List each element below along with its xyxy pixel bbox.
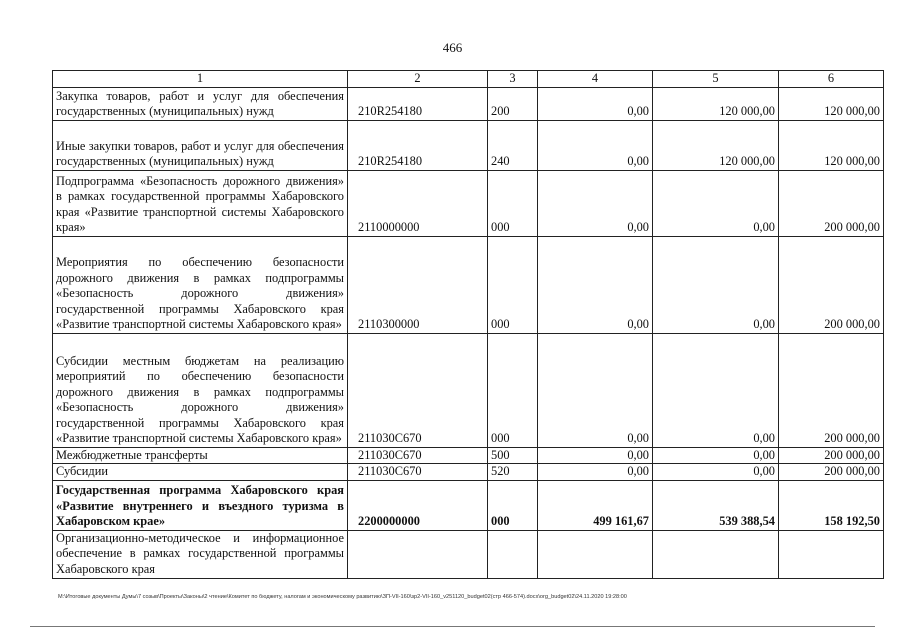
target-article-code: 211030С670	[348, 464, 488, 481]
amount-col-6: 200 000,00	[779, 447, 884, 464]
item-name: Субсидии местным бюджетам на реализацию мероприятий по обеспечению безопасности дорожного движения в рамках подпрограммы «Безопасность дорожного движения» государственной программы Хабаровского края «Развитие транспортной системы Хабаровского края»	[53, 333, 348, 447]
table-row	[53, 87, 884, 120]
amount-col-4: 0,00	[538, 170, 653, 236]
amount-col-5: 0,00	[653, 170, 779, 236]
column-header: 3	[488, 71, 538, 88]
document-path-footer: M:\Итоговые документы Думы\7 созыв\Проекты\Законы\2 чтение\Комитет по бюджету, налогам и экономическому развитию\ЗП-VII-160\зр2-VII-160_v251120_budget02(стр 466-574).docx\org_budget02\24.11.2020 19:28:00	[58, 594, 627, 600]
amount-col-6: 120 000,00	[779, 87, 884, 120]
expense-type-code: 000	[488, 170, 538, 236]
amount-col-6: 200 000,00	[779, 170, 884, 236]
budget-table	[52, 70, 884, 579]
amount-col-5: 0,00	[653, 236, 779, 333]
target-article-code	[348, 530, 488, 578]
amount-col-5: 0,00	[653, 447, 779, 464]
target-article-code: 2110300000	[348, 236, 488, 333]
target-article-code: 210R254180	[348, 120, 488, 170]
item-name: Подпрограмма «Безопасность дорожного движения» в рамках государственной программы Хабаровского края «Развитие транспортной системы Хабаровского края»	[53, 170, 348, 236]
target-article-code: 2110000000	[348, 170, 488, 236]
expense-type-code: 000	[488, 333, 538, 447]
table-row	[53, 480, 884, 530]
page-number: 466	[442, 40, 463, 55]
amount-col-4	[538, 530, 653, 578]
expense-type-code: 000	[488, 236, 538, 333]
amount-col-4: 0,00	[538, 447, 653, 464]
column-header: 5	[653, 71, 779, 88]
column-header: 1	[53, 71, 348, 88]
item-name: Иные закупки товаров, работ и услуг для обеспечения государственных (муниципальных) нужд	[53, 120, 348, 170]
amount-col-4: 0,00	[538, 464, 653, 481]
expense-type-code: 240	[488, 120, 538, 170]
amount-col-5: 0,00	[653, 333, 779, 447]
target-article-code: 211030С670	[348, 333, 488, 447]
item-name: Межбюджетные трансферты	[53, 447, 348, 464]
amount-col-6: 200 000,00	[779, 464, 884, 481]
expense-type-code: 000	[488, 480, 538, 530]
column-header: 2	[348, 71, 488, 88]
table-row	[53, 530, 884, 578]
column-header: 4	[538, 71, 653, 88]
column-header: 6	[779, 71, 884, 88]
target-article-code: 211030С670	[348, 447, 488, 464]
item-name: Субсидии	[53, 464, 348, 481]
table-row	[53, 447, 884, 464]
amount-col-4: 0,00	[538, 236, 653, 333]
amount-col-4: 499 161,67	[538, 480, 653, 530]
amount-col-6: 120 000,00	[779, 120, 884, 170]
item-name: Государственная программа Хабаровского края «Развитие внутреннего и въездного туризма в Хабаровском крае»	[53, 480, 348, 530]
amount-col-5: 120 000,00	[653, 120, 779, 170]
target-article-code: 2200000000	[348, 480, 488, 530]
amount-col-5: 120 000,00	[653, 87, 779, 120]
amount-col-5: 539 388,54	[653, 480, 779, 530]
page-bottom-divider	[30, 626, 875, 627]
table-row	[53, 120, 884, 170]
amount-col-6: 200 000,00	[779, 236, 884, 333]
amount-col-4: 0,00	[538, 87, 653, 120]
amount-col-6: 158 192,50	[779, 480, 884, 530]
amount-col-4: 0,00	[538, 333, 653, 447]
table-row	[53, 170, 884, 236]
amount-col-6: 200 000,00	[779, 333, 884, 447]
amount-col-6	[779, 530, 884, 578]
expense-type-code: 520	[488, 464, 538, 481]
table-row	[53, 464, 884, 481]
table-header-row	[53, 71, 884, 88]
expense-type-code	[488, 530, 538, 578]
expense-type-code: 500	[488, 447, 538, 464]
item-name: Закупка товаров, работ и услуг для обеспечения государственных (муниципальных) нужд	[53, 87, 348, 120]
amount-col-5: 0,00	[653, 464, 779, 481]
amount-col-5	[653, 530, 779, 578]
amount-col-4: 0,00	[538, 120, 653, 170]
item-name: Организационно-методическое и информационное обеспечение в рамках государственной программы Хабаровского края	[53, 530, 348, 578]
table-row	[53, 236, 884, 333]
target-article-code: 210R254180	[348, 87, 488, 120]
table-row	[53, 333, 884, 447]
item-name: Мероприятия по обеспечению безопасности дорожного движения в рамках подпрограммы «Безопасность дорожного движения» государственной программы Хабаровского края «Развитие транспортной системы Хабаровского края»	[53, 236, 348, 333]
expense-type-code: 200	[488, 87, 538, 120]
